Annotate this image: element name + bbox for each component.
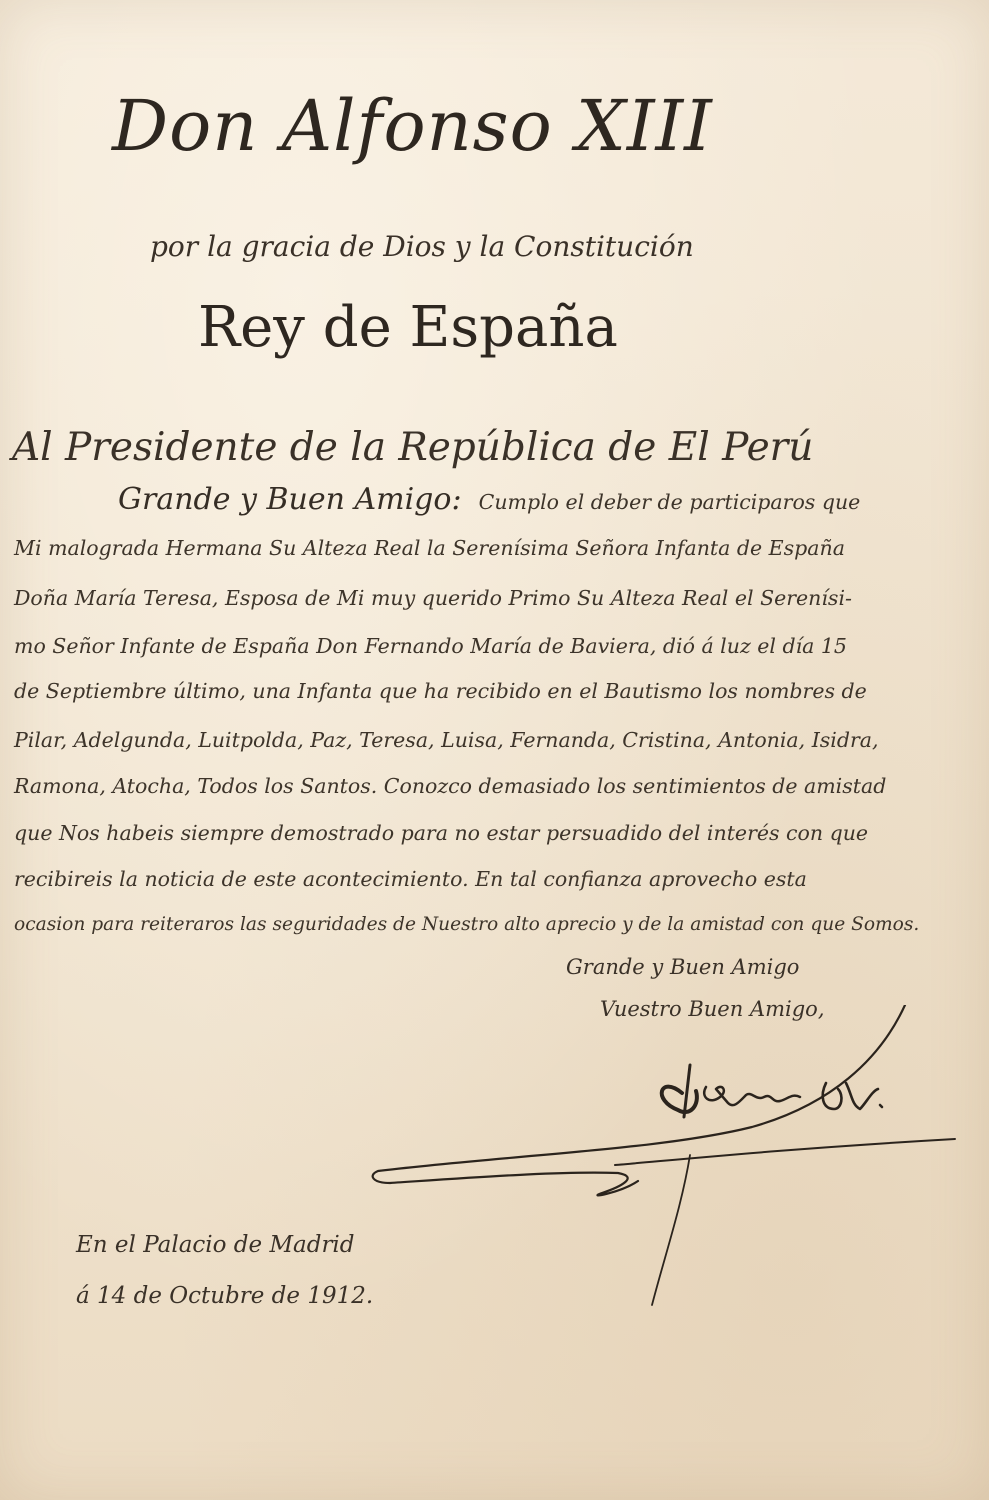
heading-grace-line: por la gracia de Dios y la Constitución [150, 230, 694, 263]
signature-flourish [360, 1005, 970, 1325]
body-line: Mi malograda Hermana Su Alteza Real la Serenísima Señora Infanta de España [14, 536, 845, 560]
salutation: Grande y Buen Amigo: [118, 482, 462, 517]
heading-title: Rey de España [198, 295, 618, 360]
body-line-start: Cumplo el deber de participaros que [478, 490, 861, 514]
closing-signoff: Vuestro Buen Amigo, [600, 997, 825, 1021]
date-line: á 14 de Octubre de 1912. [76, 1283, 374, 1309]
body-first-line [118, 482, 860, 517]
body-line: mo Señor Infante de España Don Fernando María de Baviera, dió á luz el día 15 [14, 634, 847, 658]
addressee-line: Al Presidente de la República de El Perú [12, 425, 814, 470]
heading-king-name: Don Alfonso XIII [112, 85, 713, 167]
body-line: recibireis la noticia de este acontecimiento. En tal confianza aprovecho esta [14, 867, 807, 891]
closing-line: Grande y Buen Amigo [566, 955, 800, 979]
body-line: de Septiembre último, una Infanta que ha recibido en el Bautismo los nombres de [14, 679, 867, 703]
body-line: Pilar, Adelgunda, Luitpolda, Paz, Teresa, Luisa, Fernanda, Cristina, Antonia, Isidra, [14, 728, 879, 752]
body-line: Ramona, Atocha, Todos los Santos. Conozco demasiado los sentimientos de amistad [14, 774, 887, 798]
place-line: En el Palacio de Madrid [76, 1232, 355, 1258]
body-line: Doña María Teresa, Esposa de Mi muy querido Primo Su Alteza Real el Serenísi- [14, 586, 852, 610]
body-line: ocasion para reiteraros las seguridades de Nuestro alto aprecio y de la amistad con que Somos. [14, 914, 920, 935]
body-line: que Nos habeis siempre demostrado para no estar persuadido del interés con que [14, 821, 869, 845]
